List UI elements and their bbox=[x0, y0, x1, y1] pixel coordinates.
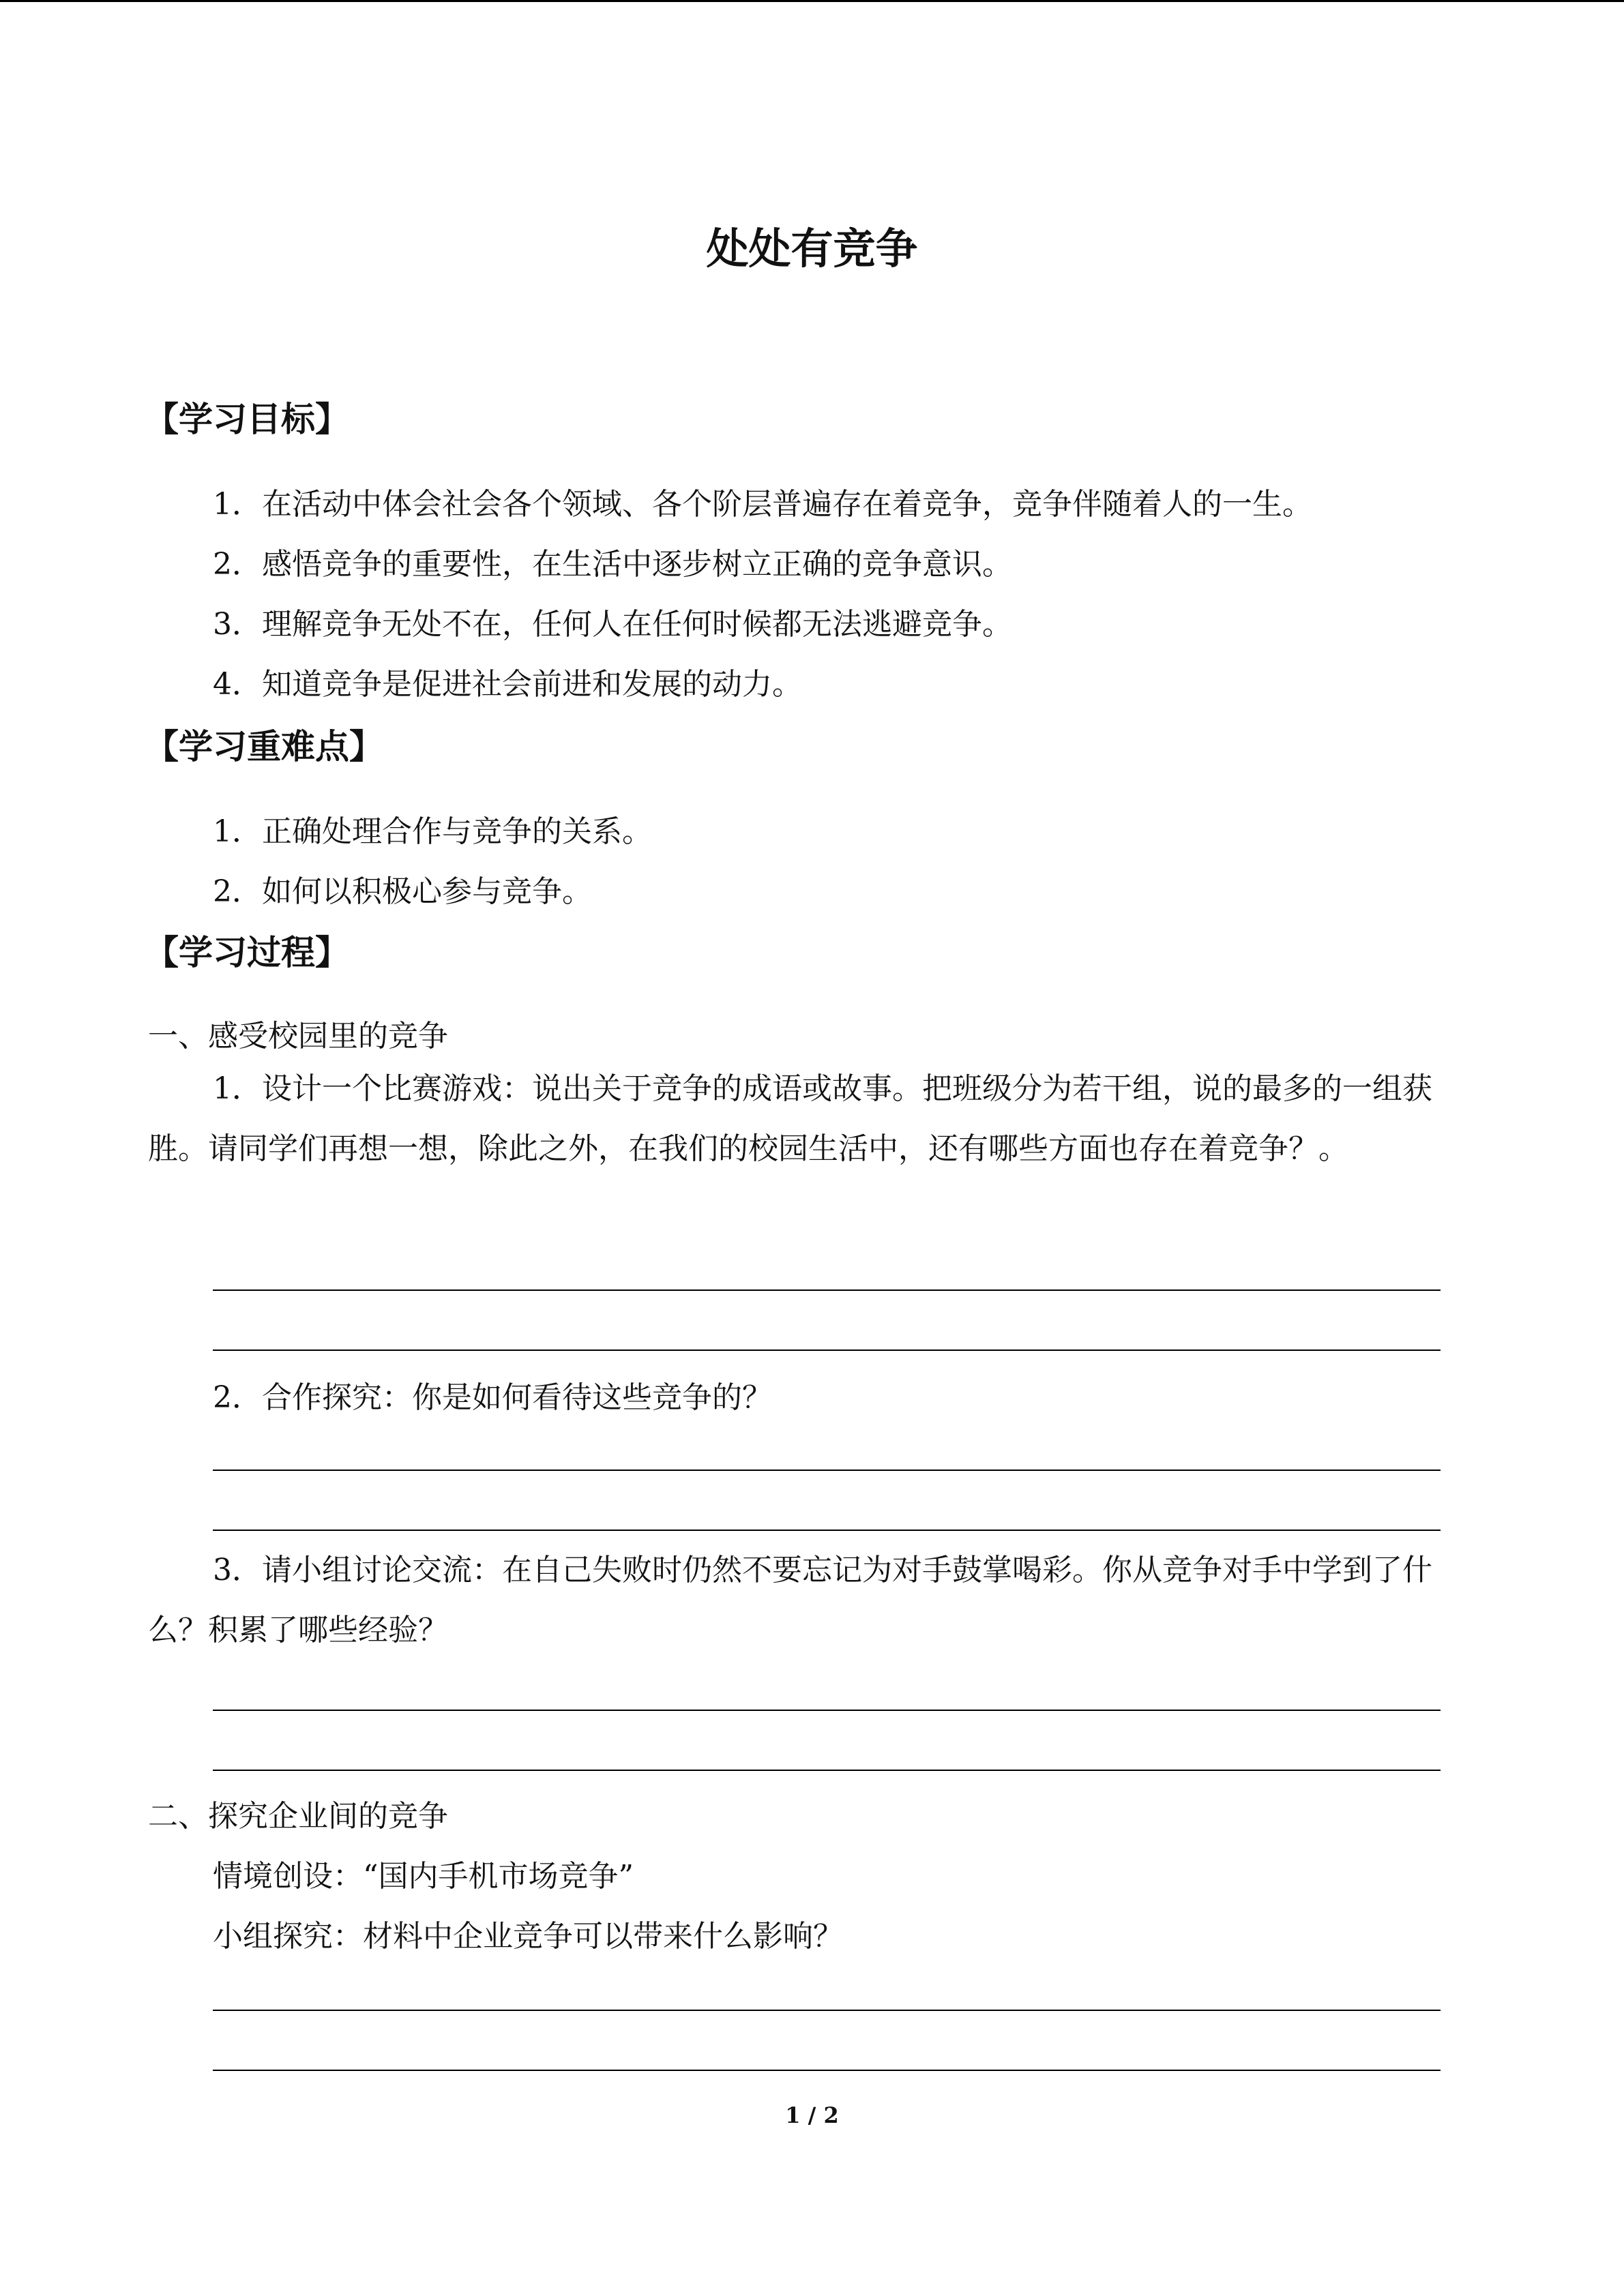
part1-question-2: 2．合作探究：你是如何看待这些竞争的？ bbox=[213, 1380, 772, 1415]
objective-item-1: 1．在活动中体会社会各个领域、各个阶层普遍存在着竞争，竞争伴随着人的一生。 bbox=[213, 487, 1312, 522]
answer-line bbox=[213, 2070, 1441, 2071]
answer-line bbox=[213, 1770, 1441, 1771]
page-number: 1 / 2 bbox=[785, 2102, 839, 2128]
answer-line bbox=[213, 1350, 1441, 1351]
answer-line bbox=[213, 1710, 1441, 1711]
answer-line bbox=[213, 1530, 1441, 1531]
key-point-item-1: 1．正确处理合作与竞争的关系。 bbox=[213, 814, 652, 849]
objective-item-4: 4．知道竞争是促进社会前进和发展的动力。 bbox=[213, 667, 802, 702]
objectives-heading: 【学习目标】 bbox=[145, 400, 349, 439]
part1-question-1: 1．设计一个比赛游戏：说出关于竞争的成语或故事。把班级分为若干组，说的最多的一组获胜。请同学们再想一想，除此之外，在我们的校园生活中，还有哪些方面也存在着竞争？。 bbox=[148, 1071, 1432, 1166]
part1-question-3: 3．请小组讨论交流：在自己失败时仍然不要忘记为对手鼓掌喝彩。你从竞争对手中学到了什么？积累了哪些经验？ bbox=[148, 1553, 1432, 1648]
page-title: 处处有竞争 bbox=[706, 224, 918, 273]
part2-title: 二、探究企业间的竞争 bbox=[148, 1799, 448, 1834]
answer-line bbox=[213, 1470, 1441, 1471]
key-points-heading: 【学习重难点】 bbox=[145, 727, 383, 766]
process-heading: 【学习过程】 bbox=[145, 933, 349, 972]
part1-title: 一、感受校园里的竞争 bbox=[148, 1019, 448, 1054]
answer-line bbox=[213, 1289, 1441, 1291]
objective-item-3: 3．理解竞争无处不在，任何人在任何时候都无法逃避竞争。 bbox=[213, 607, 1012, 642]
part2-question: 小组探究：材料中企业竞争可以带来什么影响？ bbox=[213, 1919, 843, 1954]
part2-scenario: 情境创设：“国内手机市场竞争” bbox=[213, 1859, 634, 1894]
answer-line bbox=[213, 2010, 1441, 2011]
objective-item-2: 2．感悟竞争的重要性，在生活中逐步树立正确的竞争意识。 bbox=[213, 547, 1012, 582]
key-point-item-2: 2．如何以积极心参与竞争。 bbox=[213, 874, 592, 909]
